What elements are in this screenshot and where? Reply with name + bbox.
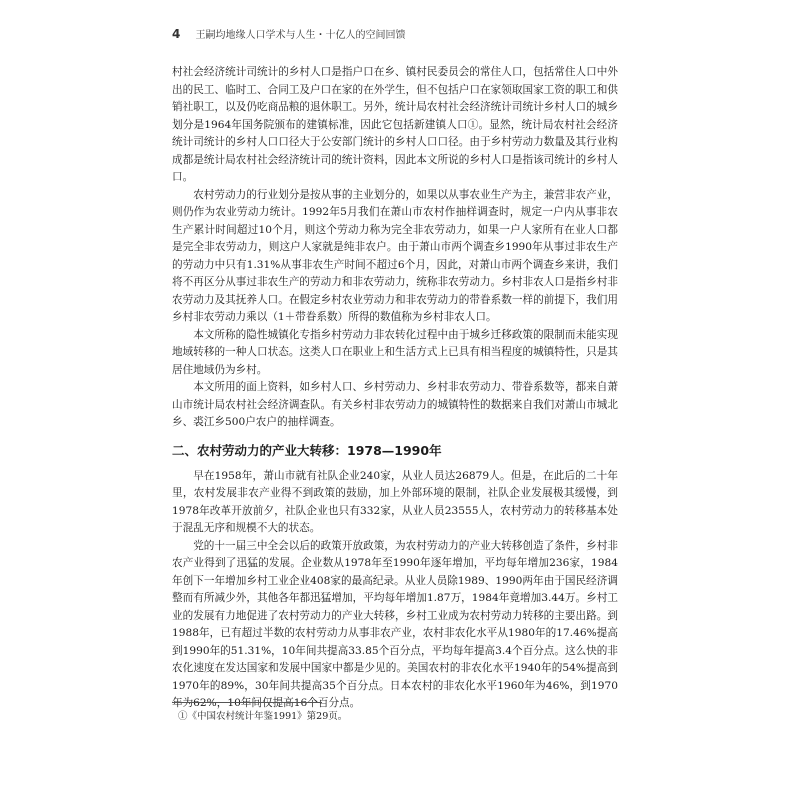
paragraph-2: 农村劳动力的行业划分是按从事的主业划分的，如果以从事农业生产为主，兼营非农产业，则仍作为农业劳动力统计。1992年5月我们在萧山市农村作抽样调查时，规定一户内从事非农生产累计时间超过10个月，则这个劳动力称为完全非农劳动力，如果一户人家所有在业人口都是完全非农劳动力，则这户人家就是纯非农户。由于萧山市两个调查乡1990年从事过非农生产的劳动力中只有1.31%从事非农生产时间不超过6个月，因此，对萧山市两个调查乡来讲，我们将不再区分从事过非农生产的劳动力和非农劳动力，统称非农劳动力。乡村非农人口是指乡村非农劳动力及其抚养人口。在假定乡村农业劳动力和非农劳动力的带眷系数一样的前提下，我们用乡村非农劳动力乘以（1＋带眷系数）所得的数值称为乡村非农人口。: [172, 188, 618, 323]
running-header: [172, 26, 632, 46]
book-title: 王嗣均地缘人口学术与人生・十亿人的空间回馈: [195, 30, 406, 41]
section-paragraph-1: 早在1958年，萧山市就有社队企业240家，从业人员达26879人。但是，在此后的二十年里，农村发展非农产业得不到政策的鼓励，加上外部环境的限制，社队企业发展极其缓慢，到1978年改革开放前夕，社队企业也只有332家，从业人员23555人，农村劳动力的转移基本处于混乱无序和规模不大的状态。: [172, 469, 618, 534]
paragraph-4: 本文所用的面上资料，如乡村人口、乡村劳动力、乡村非农劳动力、带眷系数等，都来自萧山市统计局农村社会经济调查队。有关乡村非农劳动力的城镇特性的数据来自我们对萧山市城北乡、裘江乡500户农户的抽样调查。: [172, 381, 618, 428]
paragraph-3: 本文所称的隐性城镇化专指乡村劳动力非农转化过程中由于城乡迁移政策的限制而未能实现地域转移的一种人口状态。这类人口在职业上和生活方式上已具有相当程度的城镇特性，只是其居住地域仍为乡村。: [172, 328, 618, 376]
footnote: ①《中国农村统计年鉴1991》第29页。: [178, 711, 348, 722]
paragraph-1: 村社会经济统计司统计的乡村人口是指户口在乡、镇村民委员会的常住人口，包括常住人口中外出的民工、临时工、合同工及户口在家的在外学生，但不包括户口在家领取国家工资的职工和供销社职工，以及仍吃商品粮的退休职工。另外，统计局农村社会经济统计司统计乡村人口的城乡划分是1964年国务院颁布的建镇标准，因此它包括新建镇人口①。显然，统计局农村社会经济统计司统计的乡村人口口径大于公安部门统计的乡村人口口径。由于乡村劳动力数量及其行业构成都是统计局农村社会经济统计司的统计资料，因此本文所说的乡村人口是指该司统计的乡村人口。: [172, 66, 618, 183]
section-paragraph-2: 党的十一届三中全会以后的政策开放政策，为农村劳动力的产业大转移创造了条件，乡村非农产业得到了迅猛的发展。企业数从1978年至1990年逐年增加，平均每年增加236家，1984年创下一年增加乡村工业企业408家的最高纪录。从业人员除1989、1990两年由于国民经济调整而有所减少外，其他各年都迅猛增加，平均每年增加1.87万，1984年竟增加3.44万。乡村工业的发展有力地促进了农村劳动力的产业大转移，乡村工业成为农村劳动力转移的主要出路。到1988年，已有超过半数的农村劳动力从事非农产业，农村非农化水平从1980年的17.46%提高到1990年的51.31%，10年间共提高33.85个百分点，平均每年提高3.4个百分点。这么快的非农化速度在发达国家和发展中国家中都是少见的。美国农村的非农化水平1940年的54%提高到1970年的89%，30年间共提高35个百分点。日本农村的非农化水平1960年为46%，到1970年为62%，10年间仅提高16个百分点。: [172, 539, 618, 709]
footnote-divider: [172, 702, 322, 703]
body-text: [172, 64, 618, 713]
page-number: 4: [172, 27, 181, 41]
section-heading: 二、农村劳动力的产业大转移：1978—1990年: [172, 442, 442, 458]
